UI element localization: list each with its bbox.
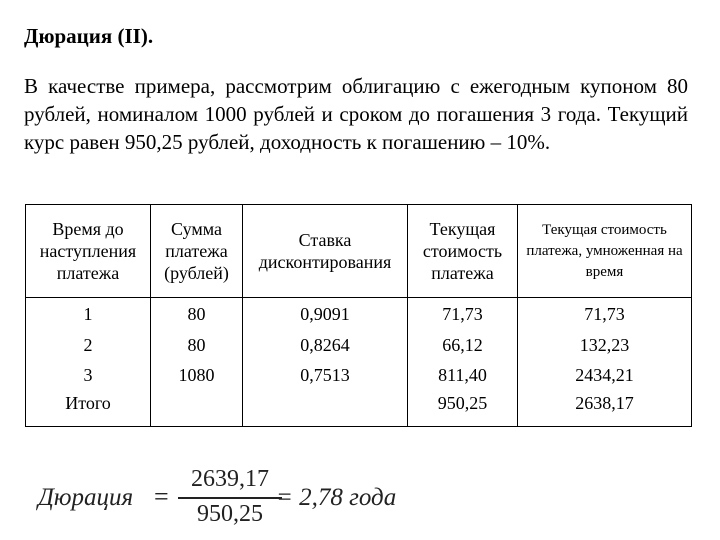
header-present-value: Текущая стоимость платежа — [408, 205, 518, 298]
cell-pv-times-time: 71,73 — [518, 298, 692, 331]
cell-total-label: Итого — [26, 390, 151, 427]
header-pv-times-time: Текущая стоимость платежа, умноженная на время — [518, 205, 692, 298]
cell-present-value: 71,73 — [408, 298, 518, 331]
table-header-row — [26, 205, 692, 298]
slide-title: Дюрация (II). — [24, 24, 154, 48]
formula-equals: = — [154, 482, 169, 511]
cell-payment: 80 — [151, 330, 243, 360]
cell-time: 1 — [26, 298, 151, 331]
table-total-row — [26, 390, 692, 427]
cell-present-value: 811,40 — [408, 360, 518, 390]
table-row — [26, 330, 692, 360]
intro-paragraph: В качестве примера, рассмотрим облигацию с ежегодным купоном 80 рублей, номиналом 1000 рублей и сроком до погашения 3 года. Текущий курс равен 950,25 рублей, доходность к погашению – 10%. — [24, 74, 688, 154]
table-row — [26, 360, 692, 390]
cell-time: 2 — [26, 330, 151, 360]
cell-discount-rate — [243, 390, 408, 427]
header-payment: Сумма платежа (рублей) — [151, 205, 243, 298]
cell-payment: 1080 — [151, 360, 243, 390]
cell-total-pv-times-time: 2638,17 — [518, 390, 692, 427]
formula-label: Дюрация — [38, 484, 134, 511]
cell-time: 3 — [26, 360, 151, 390]
cell-discount-rate: 0,8264 — [243, 330, 408, 360]
fraction-bar — [178, 497, 282, 499]
cell-discount-rate: 0,9091 — [243, 298, 408, 331]
cell-pv-times-time: 2434,21 — [518, 360, 692, 390]
cell-payment: 80 — [151, 298, 243, 331]
formula-denominator: 950,25 — [197, 501, 263, 527]
cell-discount-rate: 0,7513 — [243, 360, 408, 390]
table-row — [26, 298, 692, 331]
header-time: Время до наступления платежа — [26, 205, 151, 298]
formula-numerator: 2639,17 — [191, 466, 269, 492]
bond-duration-table — [25, 204, 692, 427]
cell-present-value: 66,12 — [408, 330, 518, 360]
cell-pv-times-time: 132,23 — [518, 330, 692, 360]
cell-total-present-value: 950,25 — [408, 390, 518, 427]
cell-payment — [151, 390, 243, 427]
header-discount-rate: Ставка дисконтирования — [243, 205, 408, 298]
formula-result: = 2,78 года — [276, 484, 397, 511]
